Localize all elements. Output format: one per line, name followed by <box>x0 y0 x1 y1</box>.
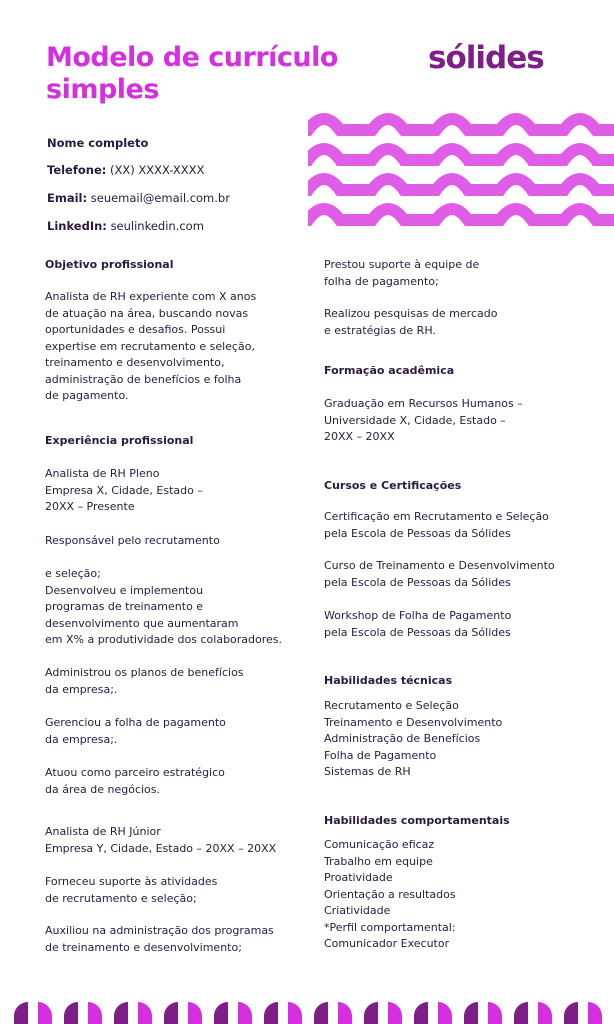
bottom-shape <box>488 1002 502 1024</box>
contact-name: Nome completo <box>47 136 149 150</box>
bottom-shape <box>14 1002 28 1024</box>
bottom-shape <box>388 1002 402 1024</box>
contact-phone: Telefone: (XX) XXXX-XXXX <box>47 163 205 177</box>
bottom-shape <box>114 1002 128 1024</box>
wave-row <box>308 119 614 130</box>
bottom-shape <box>138 1002 152 1024</box>
experience-heading: Experiência profissional <box>45 434 194 447</box>
bottom-shape <box>464 1002 478 1024</box>
objective-heading: Objetivo profissional <box>45 258 174 271</box>
page-title: Modelo de currículo simples <box>46 42 338 105</box>
course-item: Certificação em Recrutamento e Seleção pela Escola de Pessoas da Sólides <box>324 510 549 540</box>
bottom-shape <box>88 1002 102 1024</box>
bottom-shape <box>314 1002 328 1024</box>
bottom-shape <box>364 1002 378 1024</box>
wave-row <box>308 149 614 160</box>
behavioral-skills-list: Comunicação eficaz Trabalho em equipe Proatividade Orientação a resultados Criatividade *Perfil comportamental: Comunicador Executor <box>324 838 456 950</box>
bottom-shape <box>438 1002 452 1024</box>
bottom-shape <box>288 1002 302 1024</box>
objective-text: Analista de RH experiente com X anos de atuação na área, buscando novas oportunidades e desafios. Possui expertise em recrutamento e seleção, treinamento e desenvolvimento, administração de benefícios e folha de pagamento. <box>45 290 257 402</box>
bottom-shape <box>338 1002 352 1024</box>
bottom-shape <box>564 1002 578 1024</box>
job1-item: Atuou como parceiro estratégico da área de negócios. <box>45 766 225 796</box>
bottom-shape <box>164 1002 178 1024</box>
courses-heading: Cursos e Certificações <box>324 479 462 492</box>
brand-logo: sólides <box>428 40 544 76</box>
job2-item: Prestou suporte à equipe de folha de pagamento; <box>324 258 480 288</box>
bottom-shape <box>238 1002 252 1024</box>
bottom-shape <box>514 1002 528 1024</box>
bottom-shape <box>538 1002 552 1024</box>
bottom-shape <box>64 1002 78 1024</box>
job1-item: e seleção; Desenvolveu e implementou programas de treinamento e desenvolvimento que aumentaram em X% a produtividade dos colaboradores. <box>45 567 283 646</box>
bottom-shape <box>38 1002 52 1024</box>
bottom-shape <box>414 1002 428 1024</box>
bottom-shape <box>188 1002 202 1024</box>
technical-skills-list: Recrutamento e Seleção Treinamento e Desenvolvimento Administração de Benefícios Folha de Pagamento Sistemas de RH <box>324 699 503 778</box>
bottom-pattern <box>0 994 614 1024</box>
bottom-shape <box>588 1002 602 1024</box>
education-heading: Formação acadêmica <box>324 364 455 377</box>
contact-linkedin: LinkedIn: seulinkedin.com <box>47 219 204 233</box>
wave-row <box>308 179 614 190</box>
education-text: Graduação em Recursos Humanos – Universidade X, Cidade, Estado – 20XX – 20XX <box>324 397 523 443</box>
behavioral-skills-heading: Habilidades comportamentais <box>324 814 510 827</box>
job1-header: Analista de RH Pleno Empresa X, Cidade, Estado – 20XX – Presente <box>45 467 203 513</box>
job2-header: Analista de RH Júnior Empresa Y, Cidade, Estado – 20XX – 20XX <box>45 825 277 855</box>
wave-row <box>308 209 614 220</box>
bottom-shape <box>214 1002 228 1024</box>
bottom-shape <box>264 1002 278 1024</box>
job1-item: Administrou os planos de benefícios da empresa;. <box>45 666 244 696</box>
job2-item: Realizou pesquisas de mercado e estratégias de RH. <box>324 307 498 337</box>
course-item: Curso de Treinamento e Desenvolvimento pela Escola de Pessoas da Sólides <box>324 559 555 589</box>
job1-item: Responsável pelo recrutamento <box>45 534 220 547</box>
contact-email: Email: seuemail@email.com.br <box>47 191 230 205</box>
job2-item: Auxiliou na administração dos programas de treinamento e desenvolvimento; <box>45 924 274 954</box>
job2-item: Forneceu suporte às atividades de recrutamento e seleção; <box>45 875 218 905</box>
technical-skills-heading: Habilidades técnicas <box>324 674 453 687</box>
course-item: Workshop de Folha de Pagamento pela Escola de Pessoas da Sólides <box>324 609 512 639</box>
job1-item: Gerenciou a folha de pagamento da empresa;. <box>45 716 226 746</box>
wave-decoration <box>308 108 614 228</box>
